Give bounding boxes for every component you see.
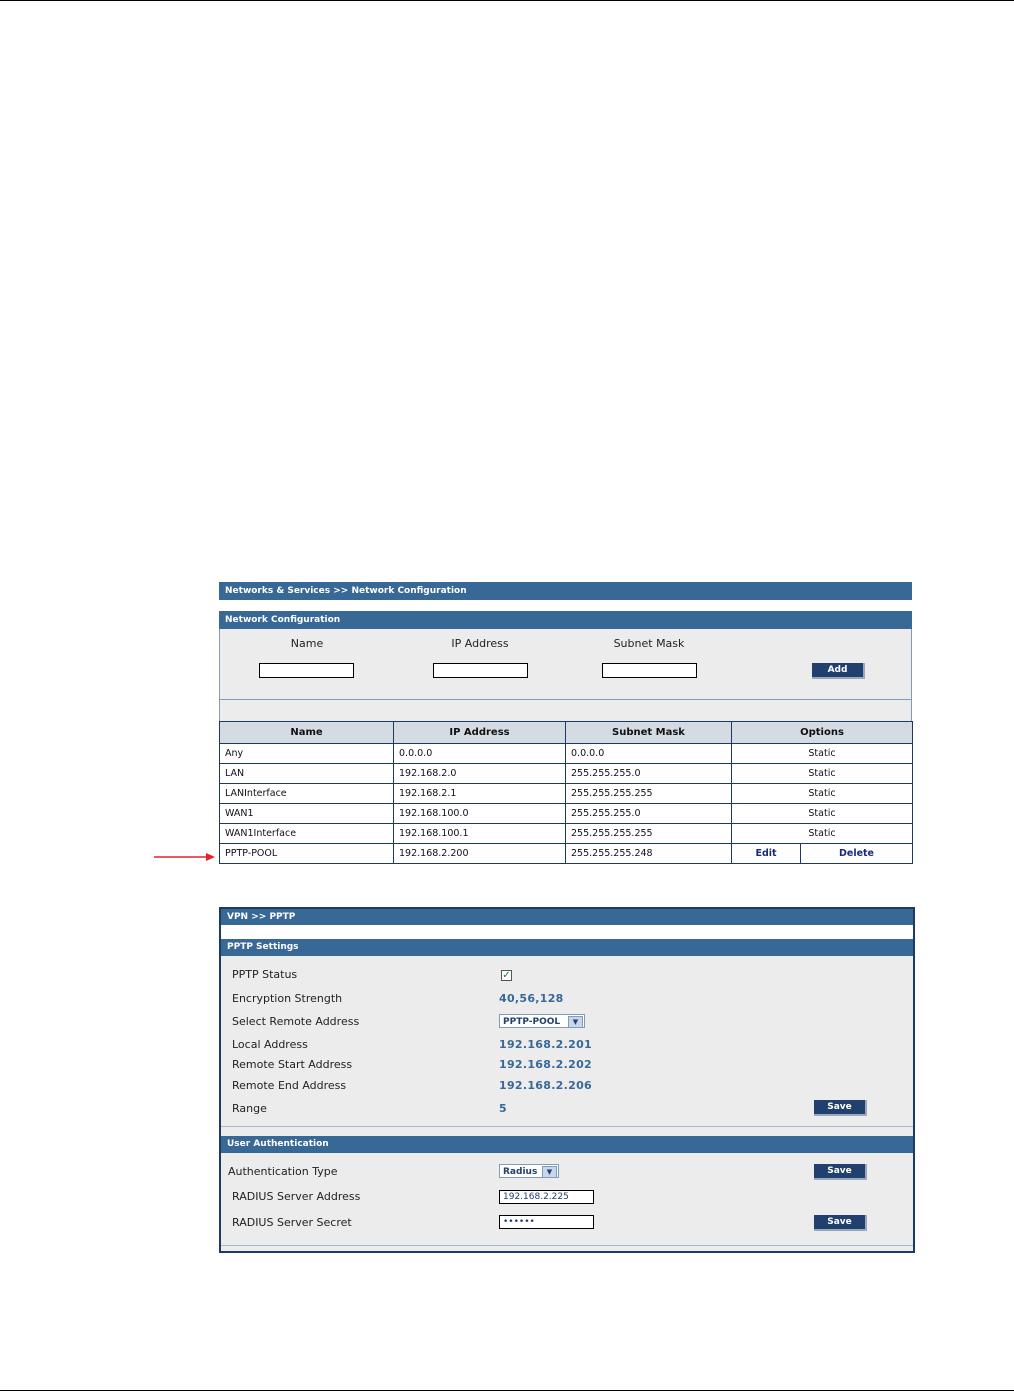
chevron-down-icon: ▼ [568, 1016, 583, 1028]
radius-server-secret-label: RADIUS Server Secret [232, 1216, 352, 1229]
radius-save-button[interactable]: Save [814, 1215, 867, 1231]
cell-ip: 192.168.2.1 [394, 784, 566, 804]
pptp-breadcrumb: VPN >> PPTP [221, 909, 913, 925]
remote-end-address-value: 192.168.2.206 [499, 1079, 592, 1092]
cell-name: LAN [220, 764, 394, 784]
cell-name: LANInterface [220, 784, 394, 804]
auth-type-save-button[interactable]: Save [814, 1164, 867, 1180]
pptp-save-button[interactable]: Save [814, 1100, 867, 1116]
ip-address-label: IP Address [451, 637, 509, 650]
pptp-status-checkbox[interactable] [501, 970, 512, 981]
cell-ip: 192.168.100.0 [394, 804, 566, 824]
col-header-options: Options [732, 722, 913, 744]
red-arrow-icon [154, 852, 216, 862]
col-header-name: Name [220, 722, 394, 744]
add-button[interactable]: Add [812, 663, 865, 679]
radius-server-secret-input[interactable]: •••••• [499, 1215, 594, 1229]
select-remote-address-label: Select Remote Address [232, 1015, 360, 1028]
cell-name: Any [220, 744, 394, 764]
cell-option: Static [732, 824, 913, 844]
section-title: Network Configuration [219, 611, 912, 629]
table-row [220, 824, 913, 844]
page-bottom-rule [0, 1390, 1014, 1391]
remote-end-address-label: Remote End Address [232, 1079, 347, 1092]
authentication-type-selected: Radius [503, 1167, 538, 1177]
remote-start-address-label: Remote Start Address [232, 1058, 353, 1071]
pptp-status-label: PPTP Status [232, 968, 298, 981]
add-network-form [219, 629, 912, 700]
ip-address-input[interactable] [433, 663, 528, 678]
range-label: Range [232, 1102, 267, 1115]
delete-link[interactable]: Delete [801, 844, 913, 864]
table-row-pptp-pool [220, 844, 913, 864]
table-row [220, 784, 913, 804]
col-header-mask: Subnet Mask [566, 722, 732, 744]
breadcrumb: Networks & Services >> Network Configuration [219, 582, 912, 600]
subnet-mask-label: Subnet Mask [613, 637, 685, 650]
cell-mask: 0.0.0.0 [566, 744, 732, 764]
edit-link[interactable]: Edit [732, 844, 801, 864]
cell-option: Static [732, 804, 913, 824]
cell-name: PPTP-POOL [220, 844, 394, 864]
cell-option: Static [732, 744, 913, 764]
authentication-type-label: Authentication Type [228, 1165, 338, 1178]
cell-option: Static [732, 784, 913, 804]
cell-ip: 0.0.0.0 [394, 744, 566, 764]
cell-mask: 255.255.255.255 [566, 784, 732, 804]
cell-name: WAN1 [220, 804, 394, 824]
cell-mask: 255.255.255.248 [566, 844, 732, 864]
table-row [220, 744, 913, 764]
chevron-down-icon: ▼ [542, 1166, 557, 1178]
network-configuration-panel [219, 582, 912, 870]
encryption-strength-value: 40,56,128 [499, 992, 564, 1005]
cell-mask: 255.255.255.0 [566, 804, 732, 824]
pptp-panel [219, 907, 915, 1253]
range-value: 5 [499, 1102, 507, 1115]
checkmark-icon: ✓ [502, 970, 511, 981]
table-row [220, 804, 913, 824]
cell-mask: 255.255.255.255 [566, 824, 732, 844]
col-header-ip: IP Address [394, 722, 566, 744]
authentication-type-select[interactable] [499, 1164, 559, 1178]
user-authentication-title: User Authentication [221, 1136, 913, 1153]
remote-address-select[interactable] [499, 1014, 585, 1028]
radius-server-address-input[interactable]: 192.168.2.225 [499, 1190, 594, 1204]
cell-ip: 192.168.100.1 [394, 824, 566, 844]
remote-start-address-value: 192.168.2.202 [499, 1058, 592, 1071]
subnet-mask-input[interactable] [602, 663, 697, 678]
local-address-value: 192.168.2.201 [499, 1038, 592, 1051]
name-label: Name [290, 637, 324, 650]
cell-ip: 192.168.2.200 [394, 844, 566, 864]
local-address-label: Local Address [232, 1038, 308, 1051]
table-row [220, 764, 913, 784]
cell-name: WAN1Interface [220, 824, 394, 844]
cell-option: Static [732, 764, 913, 784]
radius-server-address-label: RADIUS Server Address [232, 1190, 361, 1203]
cell-mask: 255.255.255.0 [566, 764, 732, 784]
cell-ip: 192.168.2.0 [394, 764, 566, 784]
encryption-strength-label: Encryption Strength [232, 992, 343, 1005]
name-input[interactable] [259, 663, 354, 678]
remote-address-selected: PPTP-POOL [503, 1017, 561, 1027]
page-top-rule [0, 0, 1014, 1]
network-table [219, 721, 913, 864]
pptp-settings-title: PPTP Settings [221, 939, 913, 956]
